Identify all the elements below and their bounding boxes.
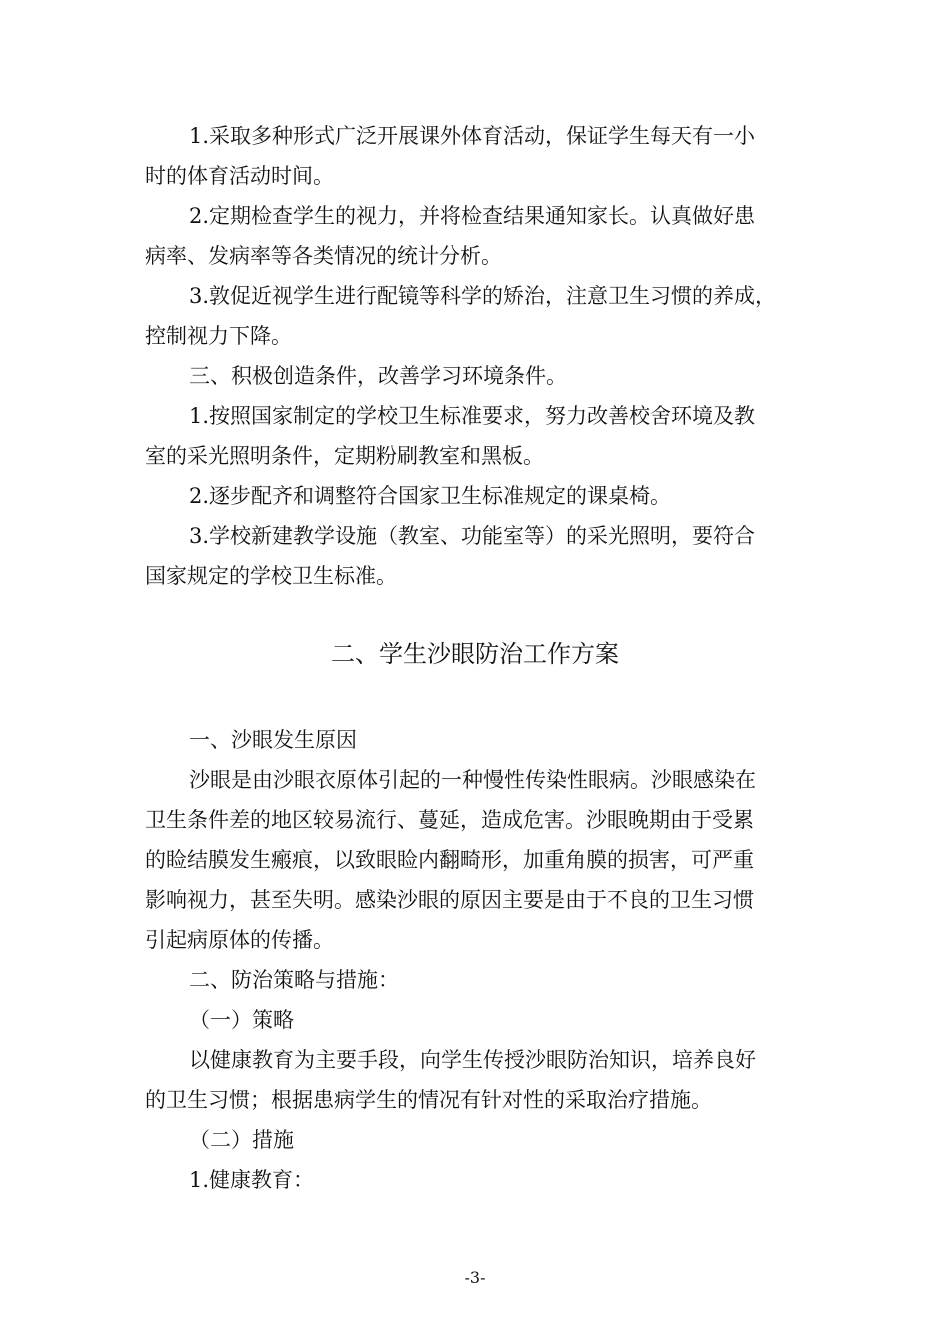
paragraph-line: 引起病原体的传播。 — [145, 928, 334, 952]
section-subheading: 二、防治策略与措施： — [189, 968, 399, 992]
page-number: -3- — [464, 1268, 486, 1287]
section-subheading: 一、沙眼发生原因 — [189, 728, 357, 752]
paragraph-line: 2.逐步配齐和调整符合国家卫生标准规定的课桌椅。 — [189, 484, 672, 508]
paragraph-line: 1.采取多种形式广泛开展课外体育活动，保证学生每天有一小 — [189, 124, 756, 148]
paragraph-line: 病率、发病率等各类情况的统计分析。 — [145, 244, 502, 268]
paragraph-line: 室的采光照明条件，定期粉刷教室和黑板。 — [145, 444, 544, 468]
paragraph-line: 的卫生习惯；根据患病学生的情况有针对性的采取治疗措施。 — [145, 1088, 712, 1112]
paragraph-line: 2.定期检查学生的视力，并将检查结果通知家长。认真做好患 — [189, 204, 756, 228]
paragraph-line: 的睑结膜发生瘢痕，以致眼睑内翻畸形，加重角膜的损害，可严重 — [145, 848, 754, 872]
section-subheading: （二）措施 — [189, 1128, 294, 1152]
section-heading: 二、学生沙眼防治工作方案 — [331, 640, 619, 668]
paragraph-line: 3.学校新建教学设施（教室、功能室等）的采光照明，要符合 — [189, 524, 756, 548]
paragraph-line: 国家规定的学校卫生标准。 — [145, 564, 397, 588]
paragraph-line: 卫生条件差的地区较易流行、蔓延，造成危害。沙眼晚期由于受累 — [145, 808, 754, 832]
section-subheading: （一）策略 — [189, 1008, 294, 1032]
paragraph-line: 1.健康教育： — [189, 1168, 315, 1192]
paragraph-line: 控制视力下降。 — [145, 324, 292, 348]
paragraph-line: 时的体育活动时间。 — [145, 164, 334, 188]
paragraph-line: 以健康教育为主要手段，向学生传授沙眼防治知识，培养良好 — [189, 1048, 756, 1072]
paragraph-line: 3.敦促近视学生进行配镜等科学的矫治，注意卫生习惯的养成， — [189, 284, 777, 308]
paragraph-line: 影响视力，甚至失明。感染沙眼的原因主要是由于不良的卫生习惯 — [145, 888, 754, 912]
section-subheading: 三、积极创造条件，改善学习环境条件。 — [189, 364, 567, 388]
paragraph-line: 沙眼是由沙眼衣原体引起的一种慢性传染性眼病。沙眼感染在 — [189, 768, 756, 792]
paragraph-line: 1.按照国家制定的学校卫生标准要求，努力改善校舍环境及教 — [189, 404, 756, 428]
